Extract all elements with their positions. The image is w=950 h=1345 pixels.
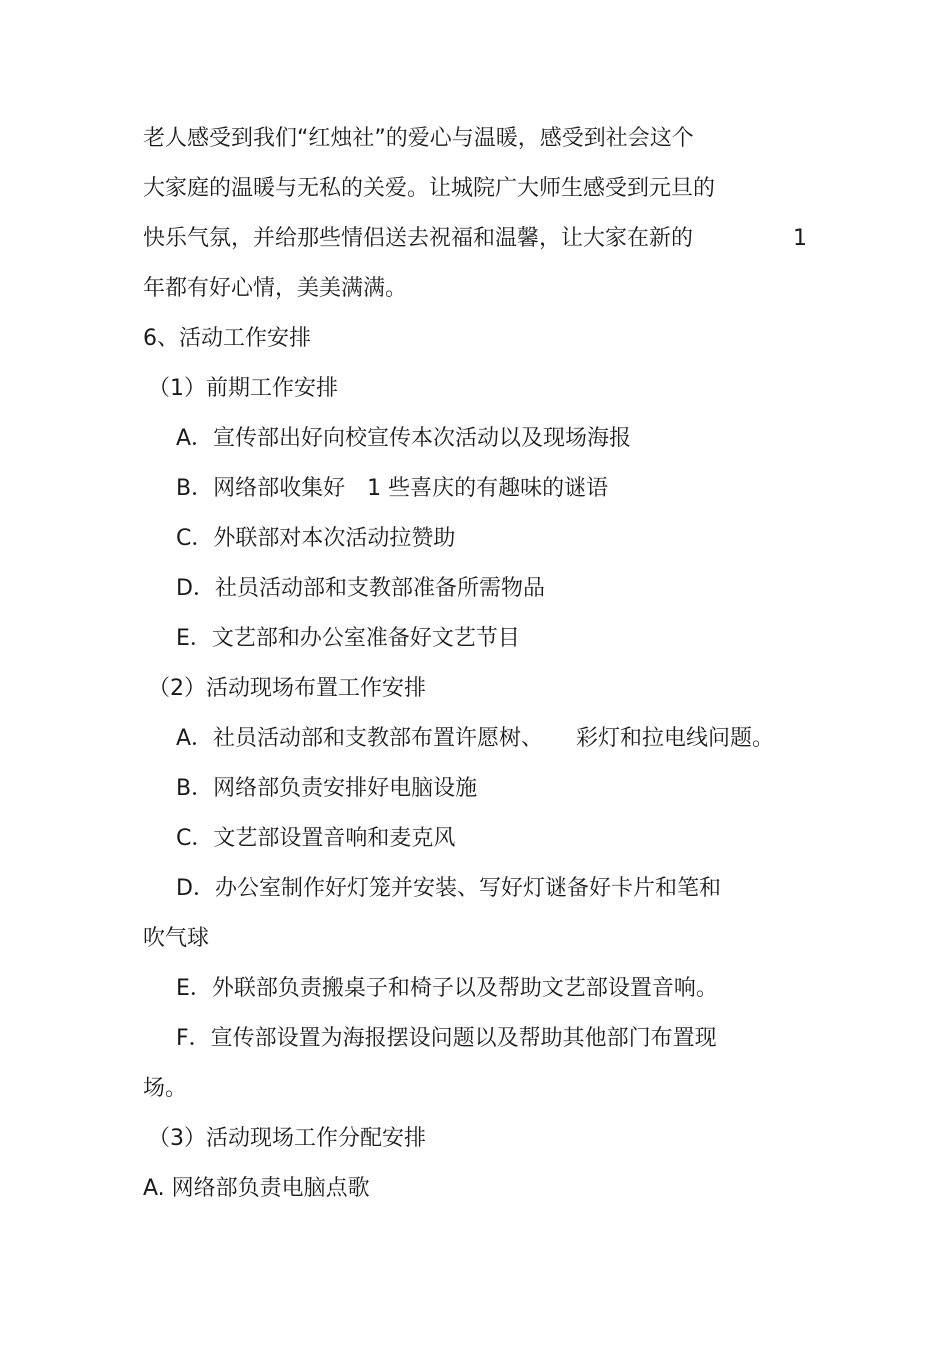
list-item: D．办公室制作好灯笼并安装、写好灯谜备好卡片和笔和 [176,876,721,901]
subsection-heading-2: （2）活动现场布置工作安排 [148,676,426,701]
list-item: E．文艺部和办公室准备好文艺节目 [176,626,520,651]
list-item: B．网络部收集好 1 些喜庆的有趣味的谜语 [176,476,609,501]
list-item: E．外联部负责搬桌子和椅子以及帮助文艺部设置音响。 [176,976,718,1001]
paragraph-line-2: 大家庭的温暖与无私的关爱。让城院广大师生感受到元旦的 [143,176,716,201]
list-item: C．文艺部设置音响和麦克风 [176,826,456,851]
list-item: F．宣传部设置为海报摆设问题以及帮助其他部门布置现 [176,1026,717,1051]
list-item: D．社员活动部和支教部准备所需物品 [176,576,545,601]
list-item: A．宣传部出好向校宣传本次活动以及现场海报 [176,426,632,451]
list-item: C．外联部对本次活动拉赞助 [176,526,456,551]
list-item-continuation: 吹气球 [143,926,210,951]
paragraph-line-4: 年都有好心情，美美满满。 [143,276,408,301]
list-item: A. 网络部负责电脑点歌 [143,1176,370,1201]
paragraph-line-1: 老人感受到我们“红烛社”的爱心与温暖，感受到社会这个 [143,126,694,151]
subsection-heading-1: （1）前期工作安排 [148,376,338,401]
paragraph-line-3-number: 1 [793,226,807,251]
paragraph-line-3: 快乐气氛，并给那些情侣送去祝福和温馨，让大家在新的 [143,226,694,251]
list-item-continuation: 场。 [143,1076,188,1101]
section-heading: 6、活动工作安排 [143,326,311,351]
subsection-heading-3: （3）活动现场工作分配安排 [148,1126,426,1151]
list-item: A．社员活动部和支教部布置许愿树、 彩灯和拉电线问题。 [176,726,775,751]
list-item: B．网络部负责安排好电脑设施 [176,776,478,801]
